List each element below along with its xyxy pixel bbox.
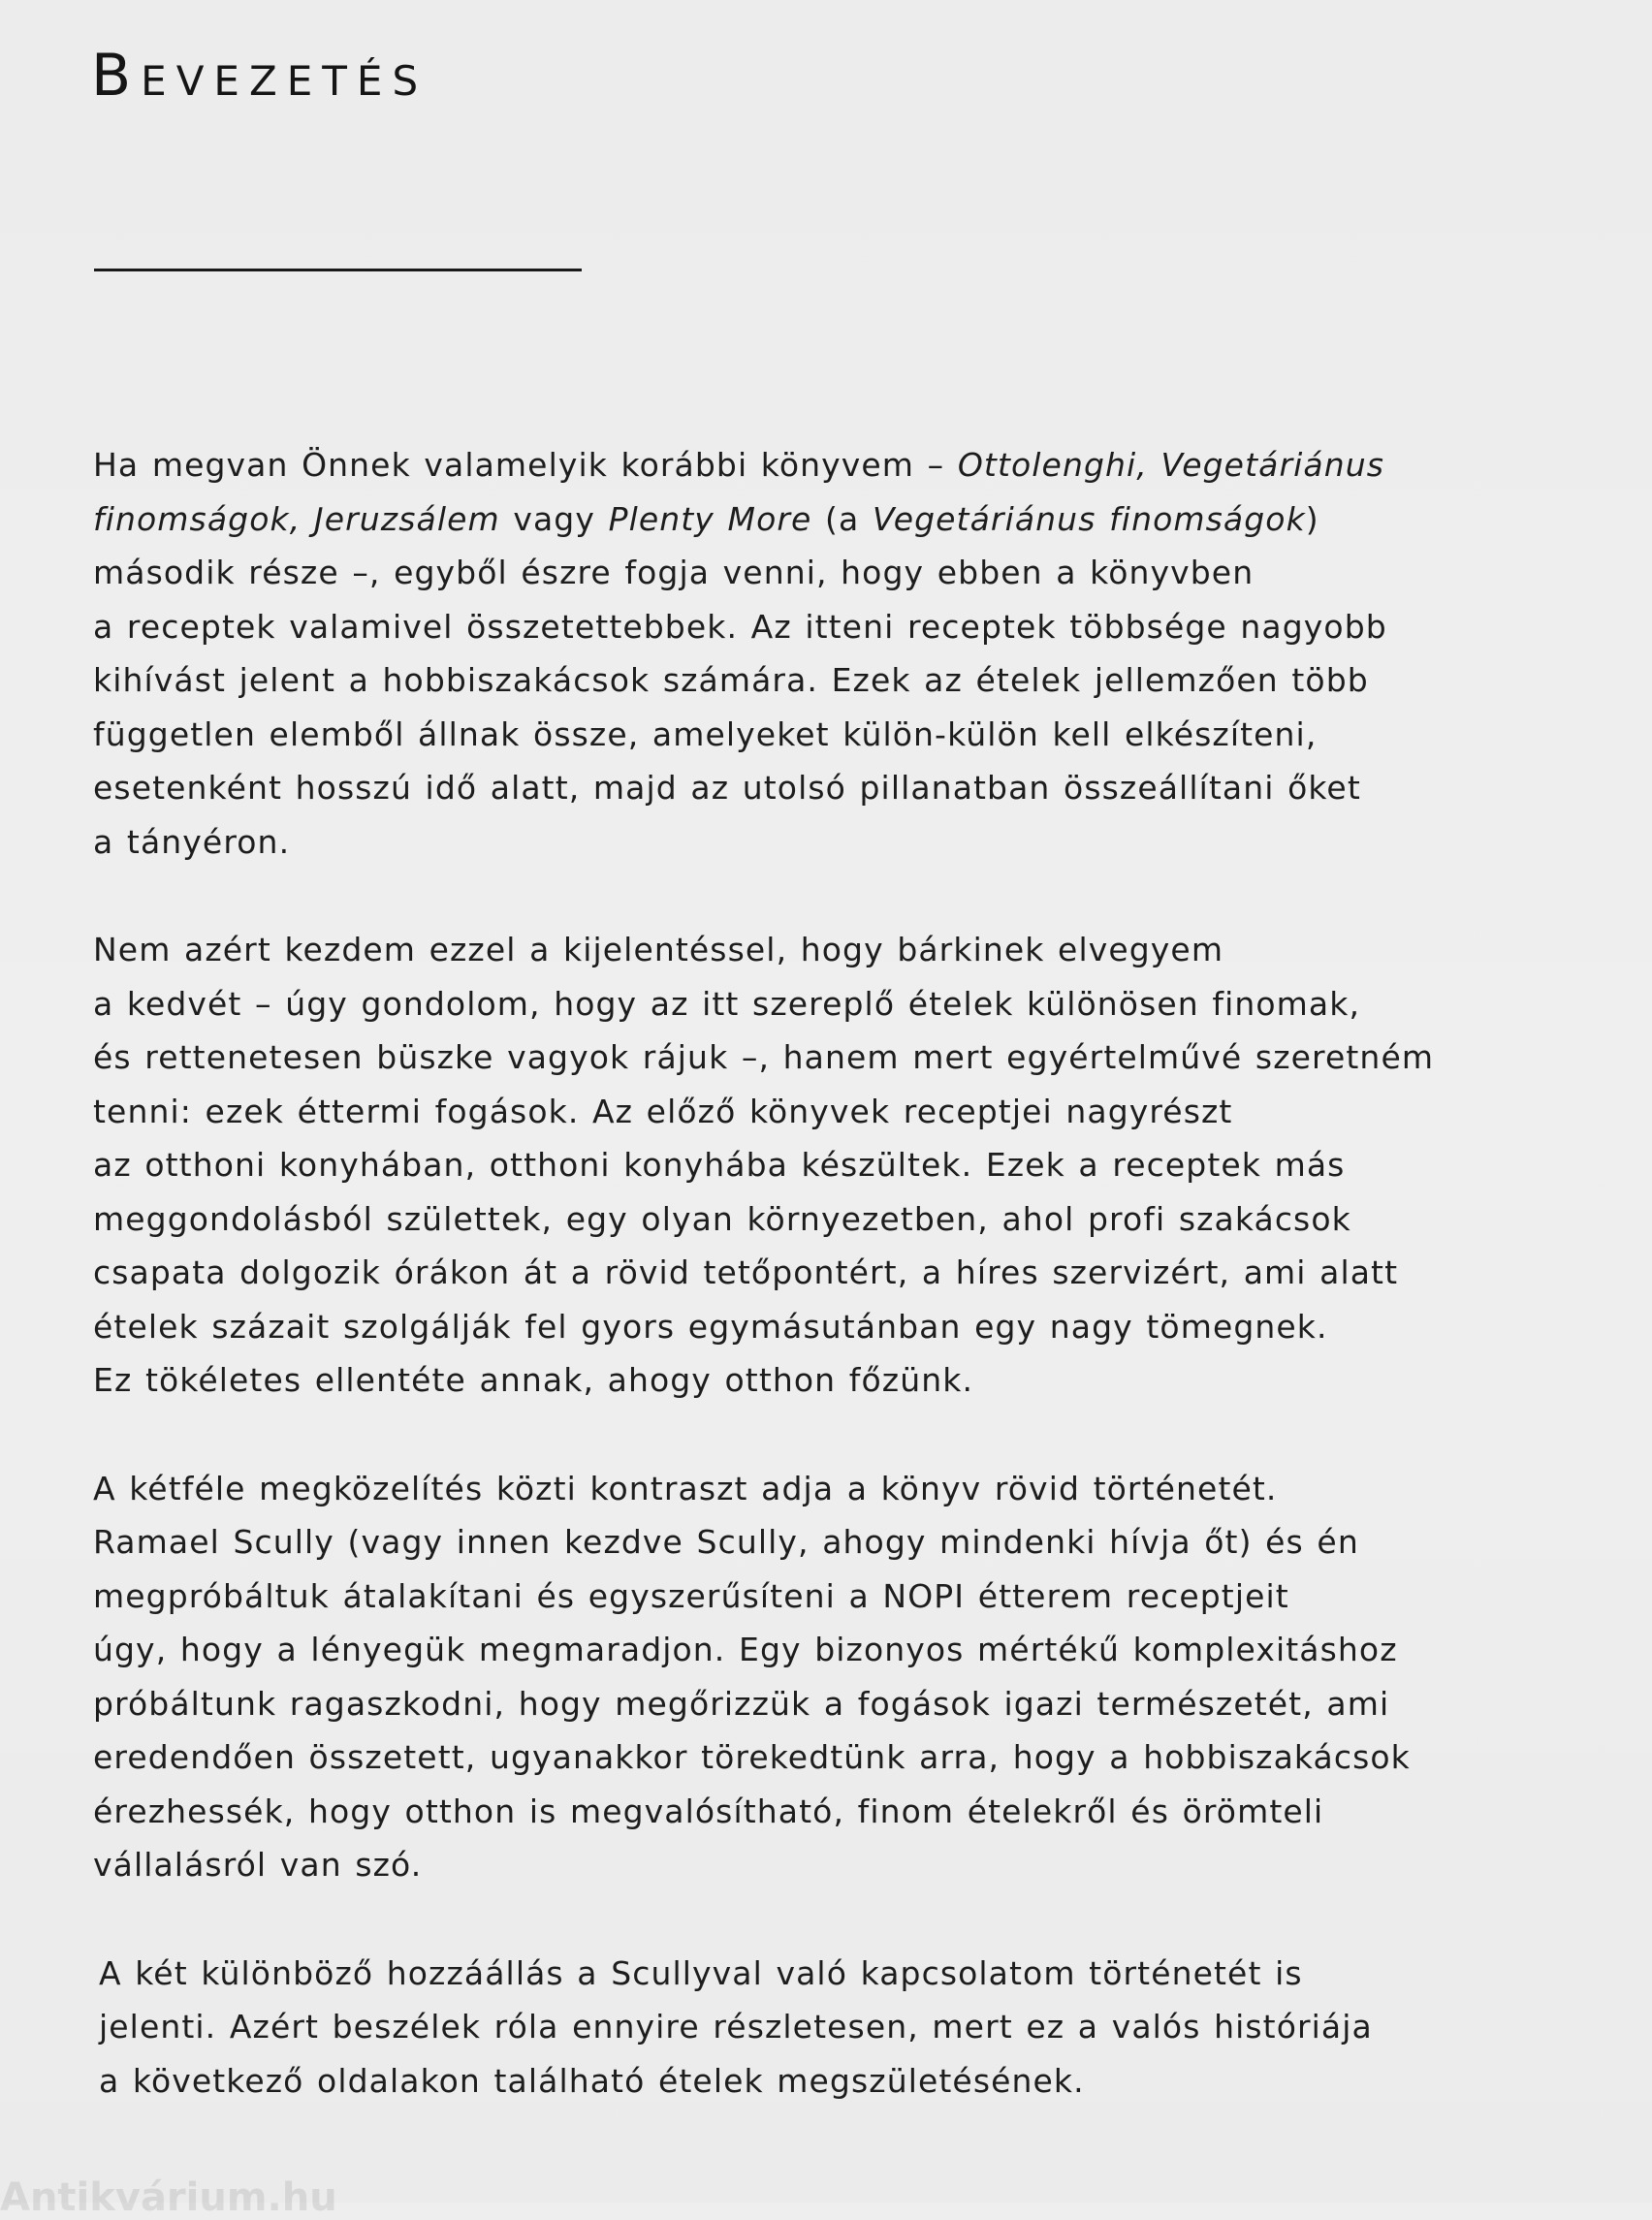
text-line (99, 2000, 1586, 2054)
text-line (93, 1462, 1586, 1516)
text-run: a következő oldalakon található ételek megszületésének. (99, 2061, 1085, 2100)
text-run: csapata dolgozik órákon át a rövid tetőpontért, a híres szervizért, ami alatt (93, 1253, 1399, 1291)
text-line (93, 1838, 1586, 1892)
text-run: a receptek valamivel összetettebbek. Az itteni receptek többsége nagyobb (93, 607, 1387, 646)
italic-title-text: Vegetáriánus finomságok (872, 499, 1306, 538)
text-line (93, 1623, 1586, 1677)
text-run: Ramael Scully (vagy innen kezdve Scully, ahogy mindenki hívja őt) és én (93, 1523, 1359, 1561)
text-run: a kedvét – úgy gondolom, hogy az itt szereplő ételek különösen finomak, (93, 984, 1361, 1023)
text-line (93, 600, 1586, 654)
text-run: jelenti. Azért beszélek róla ennyire részletesen, mert ez a valós históriája (99, 2008, 1373, 2046)
watermark: Antikvárium.hu (0, 2175, 337, 2220)
text-line (93, 761, 1586, 815)
text-line (93, 438, 1586, 492)
text-run: esetenként hosszú idő alatt, majd az utolsó pillanatban összeállítani őket (93, 769, 1361, 807)
text-line (93, 492, 1586, 547)
text-line (93, 1353, 1586, 1408)
body-text (93, 438, 1586, 2162)
text-line (93, 708, 1586, 762)
text-run: Nem azért kezdem ezzel a kijelentéssel, hogy bárkinek elvegyem (93, 931, 1224, 968)
text-line (93, 546, 1586, 600)
text-run: próbáltunk ragaszkodni, hogy megőrizzük a fogások igazi természetét, ami (93, 1684, 1390, 1723)
title-divider (94, 269, 582, 271)
text-run: Ha megvan Önnek valamelyik korábbi könyvem – (93, 446, 958, 484)
text-line (99, 2054, 1586, 2109)
paragraph (93, 923, 1586, 1408)
text-line (93, 1730, 1586, 1785)
paragraph (93, 1462, 1586, 1892)
italic-title-text: Plenty More (608, 499, 812, 538)
text-line (93, 1085, 1586, 1139)
italic-title-text: finomságok, Jeruzsálem (93, 499, 500, 538)
text-run: a tányéron. (93, 822, 291, 861)
text-run: (a (811, 499, 873, 538)
text-run: az otthoni konyhában, otthoni konyhába készültek. Ezek a receptek más (93, 1146, 1346, 1184)
text-run: A kétféle megközelítés közti kontraszt adja a könyv rövid történetét. (93, 1469, 1278, 1507)
text-line (99, 1947, 1586, 2001)
text-run: eredendően összetett, ugyanakkor törekedtünk arra, hogy a hobbiszakácsok (93, 1738, 1411, 1776)
text-run: érezhessék, hogy otthon is megvalósítható, finom ételekről és örömteli (93, 1792, 1324, 1830)
paragraph (93, 438, 1586, 869)
text-line (93, 1570, 1586, 1624)
text-line (93, 1677, 1586, 1731)
text-run: A két különböző hozzáállás a Scullyval való kapcsolatom történetét is (99, 1953, 1303, 1992)
paragraph (99, 1947, 1586, 2109)
text-line (93, 653, 1586, 708)
text-run: Ez tökéletes ellentéte annak, ahogy otthon főzünk. (93, 1361, 974, 1399)
text-line (93, 1138, 1586, 1192)
text-run: úgy, hogy a lényegük megmaradjon. Egy bizonyos mértékű komplexitáshoz (93, 1631, 1398, 1668)
text-run: tenni: ezek éttermi fogások. Az előző könyvek receptjei nagyrészt (93, 1092, 1233, 1130)
text-run: ) (1305, 499, 1319, 538)
text-run: független elemből állnak össze, amelyeket külön-külön kell elkészíteni, (93, 714, 1318, 753)
text-run: második része –, egyből észre fogja venni, hogy ebben a könyvben (93, 554, 1255, 591)
text-line (93, 1031, 1586, 1085)
text-line (93, 1515, 1586, 1570)
text-run: kihívást jelent a hobbiszakácsok számára. Ezek az ételek jellemzően több (93, 661, 1369, 699)
text-line (93, 1246, 1586, 1300)
page-title: Bevezetés (91, 42, 429, 110)
text-line (93, 815, 1586, 870)
text-run: vállalásról van szó. (93, 1846, 423, 1884)
text-line (93, 923, 1586, 977)
text-line (93, 1300, 1586, 1354)
text-run: megpróbáltuk átalakítani és egyszerűsíteni a NOPI étterem receptjeit (93, 1576, 1289, 1615)
text-line (93, 1192, 1586, 1247)
italic-title-text: Ottolenghi, Vegetáriánus (957, 446, 1385, 484)
text-line (93, 1785, 1586, 1839)
text-run: vagy (499, 499, 609, 538)
text-line (93, 977, 1586, 1031)
text-run: és rettenetesen büszke vagyok rájuk –, hanem mert egyértelművé szeretném (93, 1038, 1435, 1076)
text-run: ételek százait szolgálják fel gyors egymásutánban egy nagy tömegnek. (93, 1307, 1328, 1346)
text-run: meggondolásból születtek, egy olyan környezetben, ahol profi szakácsok (93, 1199, 1351, 1238)
